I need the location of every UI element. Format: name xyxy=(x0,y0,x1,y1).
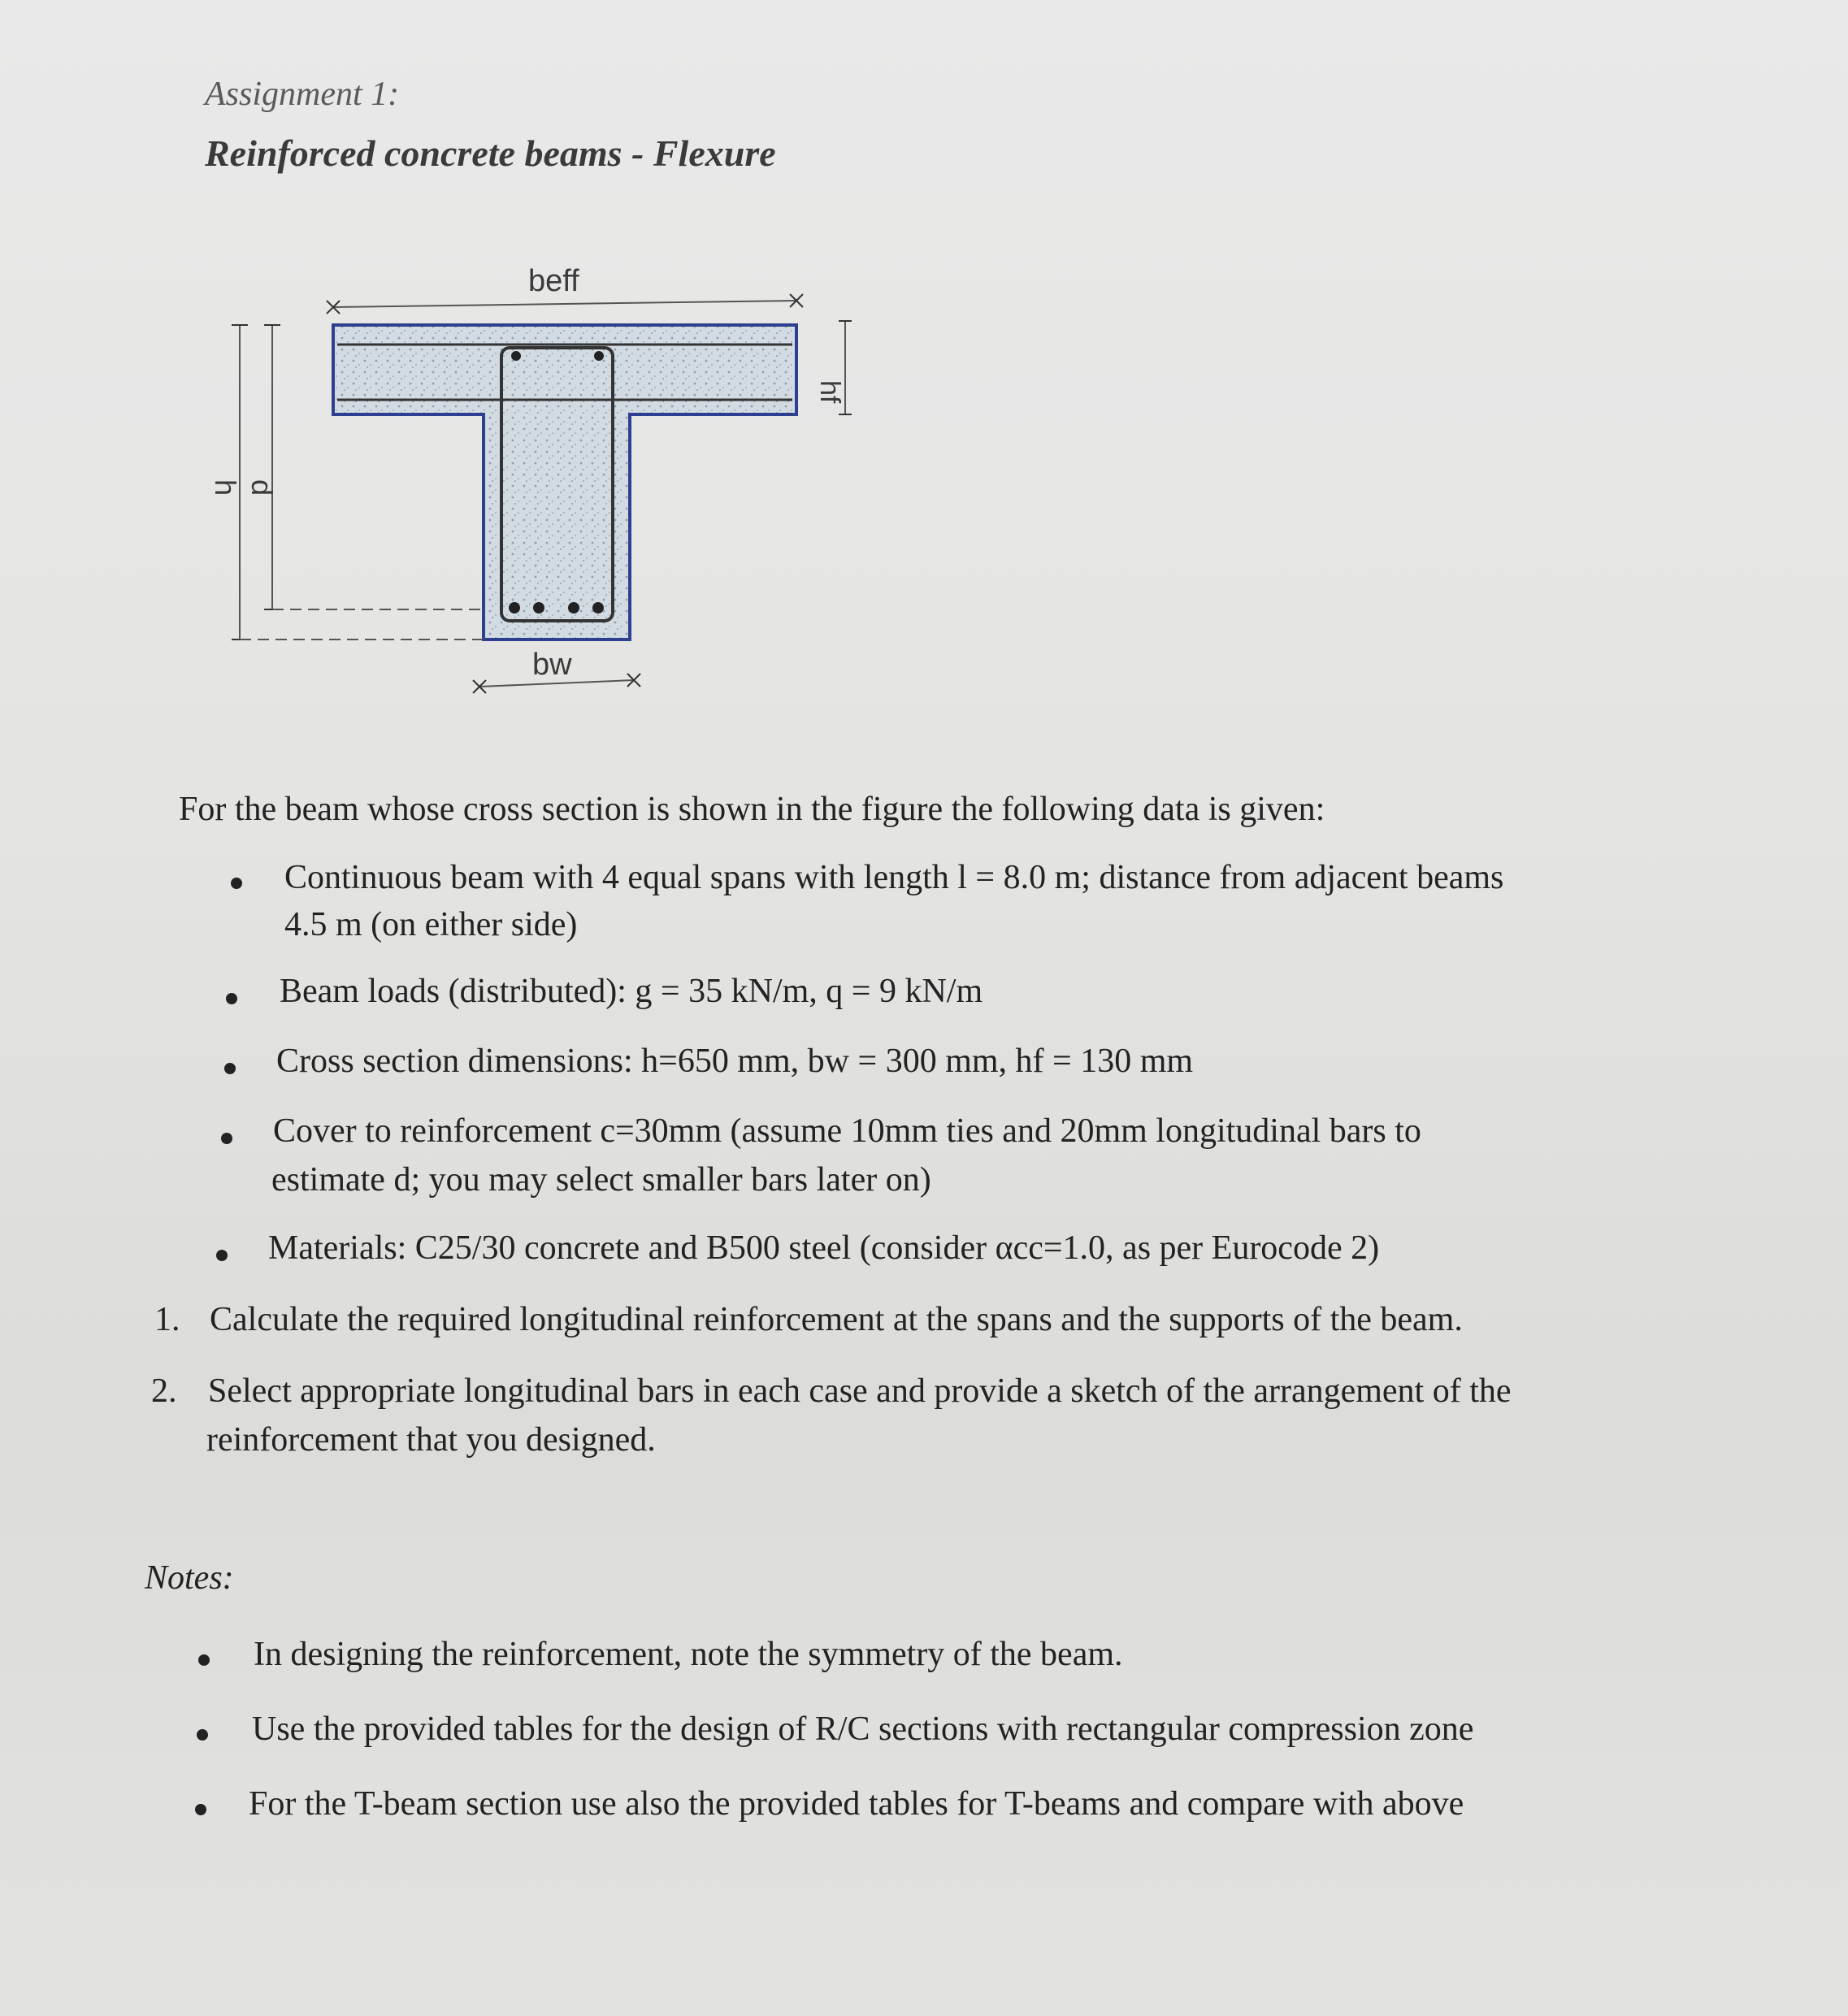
task-number-1: 1. xyxy=(154,1301,180,1338)
task-2-cont: reinforcement that you designed. xyxy=(206,1421,656,1459)
bottom-bar-1 xyxy=(509,602,520,613)
bullet-dot xyxy=(197,1729,208,1741)
top-bar-right xyxy=(594,351,604,361)
note-item-3: For the T-beam section use also the provided tables for T-beams and compare with above xyxy=(249,1785,1464,1823)
assignment-title: Reinforced concrete beams - Flexure xyxy=(205,132,776,174)
assignment-heading: Assignment 1: xyxy=(205,76,400,113)
top-bar-left xyxy=(511,351,521,361)
given-item-4-cont: estimate d; you may select smaller bars later on) xyxy=(271,1161,931,1199)
bullet-dot xyxy=(195,1804,206,1815)
given-item-1-cont: 4.5 m (on either side) xyxy=(284,906,578,943)
bottom-bar-3 xyxy=(568,602,579,613)
given-item-4: Cover to reinforcement c=30mm (assume 10mm ties and 20mm longitudinal bars to xyxy=(273,1112,1421,1150)
label-h: h xyxy=(209,479,242,496)
label-b-w: bw xyxy=(532,648,572,682)
task-1: Calculate the required longitudinal reinforcement at the spans and the supports of the beam. xyxy=(210,1301,1463,1338)
bullet-dot xyxy=(216,1250,228,1261)
bullet-dot xyxy=(221,1133,232,1144)
bullet-dot xyxy=(226,993,237,1004)
note-item-2: Use the provided tables for the design of R/C sections with rectangular compression zone xyxy=(252,1710,1474,1748)
bottom-bar-2 xyxy=(533,602,544,613)
intro-text: For the beam whose cross section is shown in the figure the following data is given: xyxy=(179,791,1325,828)
task-number-2: 2. xyxy=(151,1372,177,1410)
label-h-f: hf xyxy=(814,380,845,404)
t-beam-concrete xyxy=(333,325,796,639)
bullet-dot xyxy=(231,878,242,889)
bottom-bar-4 xyxy=(592,602,604,613)
notes-label: Notes: xyxy=(145,1559,234,1597)
label-b-eff: beff xyxy=(528,264,579,298)
given-item-3: Cross section dimensions: h=650 mm, bw = 300 mm, hf = 130 mm xyxy=(276,1043,1194,1080)
t-beam-cross-section-figure xyxy=(203,244,886,715)
task-2: Select appropriate longitudinal bars in each case and provide a sketch of the arrangement of the xyxy=(208,1372,1512,1410)
bullet-dot xyxy=(198,1654,210,1666)
label-d: d xyxy=(245,479,279,496)
given-item-5: Materials: C25/30 concrete and B500 steel (consider αcc=1.0, as per Eurocode 2) xyxy=(268,1229,1380,1267)
bullet-dot xyxy=(224,1063,236,1074)
note-item-1: In designing the reinforcement, note the symmetry of the beam. xyxy=(254,1636,1123,1673)
given-item-1: Continuous beam with 4 equal spans with length l = 8.0 m; distance from adjacent beams xyxy=(284,859,1504,896)
given-item-2: Beam loads (distributed): g = 35 kN/m, q = 9 kN/m xyxy=(280,973,983,1010)
